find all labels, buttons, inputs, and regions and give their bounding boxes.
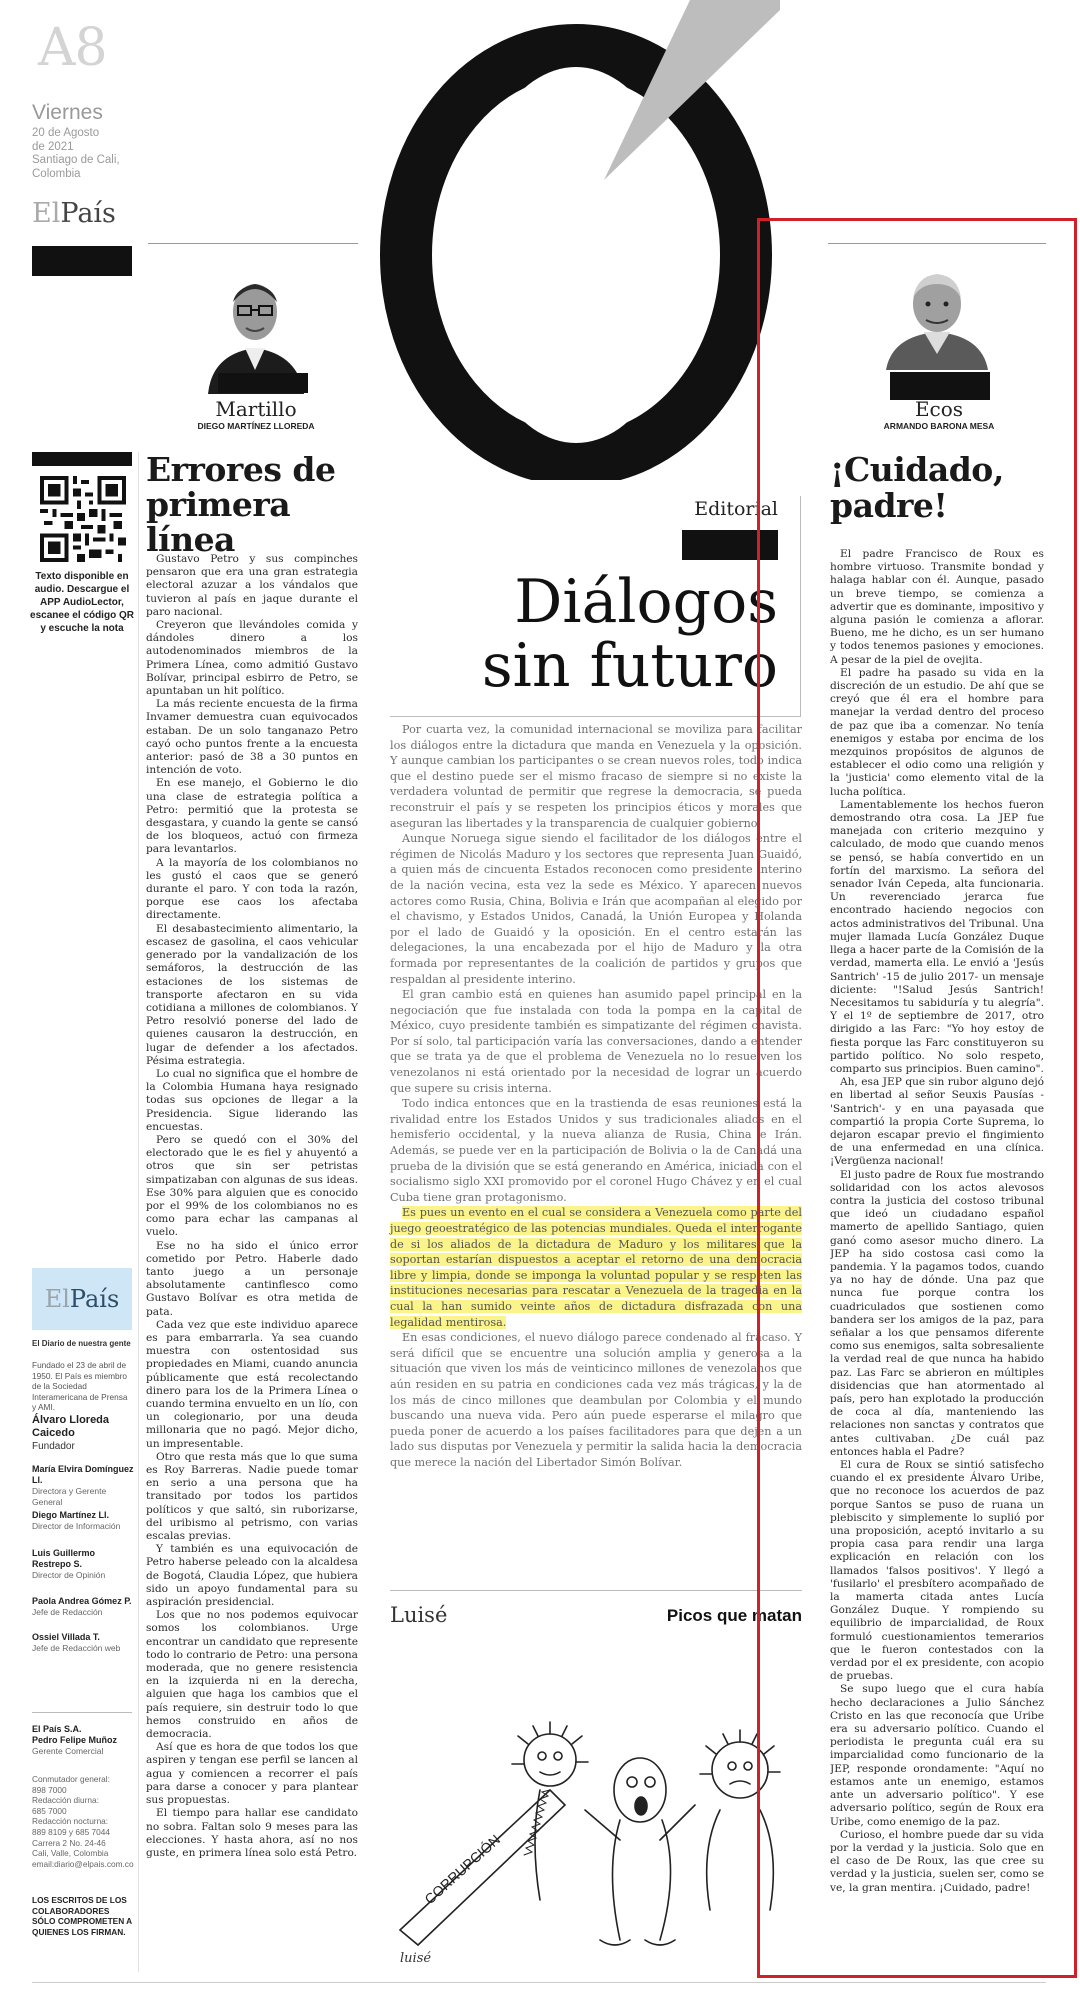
- cartoon-top-rule: [390, 1590, 802, 1591]
- company-name: El País S.A.: [32, 1724, 82, 1734]
- editorial-headline: [420, 567, 778, 701]
- logo-el: El: [32, 198, 61, 229]
- company-block: [32, 1724, 136, 1757]
- contact-line: 898 7000: [32, 1784, 67, 1795]
- masthead-logo: [32, 198, 116, 229]
- contact-email[interactable]: email:diario@elpais.com.co: [32, 1858, 134, 1869]
- contact-line: 685 7000: [32, 1805, 67, 1816]
- martillo-paragraph: El desabastecimiento alimentario, la escasez de gasolina, el caos vehicular generado por la vandalización de los semáforos, la destrucción de las estaciones de los sistemas de transporte afectaron en su vida cotidiana a millones de colombianos. Y Petro resolvió ponerse del lado de quienes causaron la destrucción, en lugar de defender a los afectados. Pésima estrategia.: [146, 922, 358, 1067]
- ecos-paragraph: Curioso, el hombre puede dar su vida por la verdad y la justicia. Solo que en el caso de De Roux, las que cree su verdad y la justicia, suelen ser, como se ve, la gran mentira. ¡Cuidado, padre!: [830, 1828, 1044, 1894]
- cartoon-illustration: [390, 1640, 802, 1970]
- qr-caption-app: AudioLector: [62, 597, 122, 608]
- staff-divider: [32, 1712, 132, 1713]
- ecos-headline-line-1: ¡Cuidado,: [830, 450, 1004, 489]
- cartoon-saw-label: CORRUPCIÓN: [421, 1831, 504, 1908]
- martillo-paragraph: La más reciente encuesta de la firma Invamer demuestra cuan equivocados estaban. De un solo tanganazo Petro cayó ocho puntos frente a la encuesta anterior: pasó de 38 a 30 puntos en intención de voto.: [146, 698, 358, 777]
- martillo-paragraph: El tiempo para hallar ese candidato no sobra. Faltan solo 9 meses para las elecciones. Y hasta ahora, así no nos guste, en primera línea solo está Petro.: [146, 1807, 358, 1859]
- city: Santiago de Cali,: [32, 154, 120, 166]
- info-logo-el: El: [44, 1285, 70, 1313]
- staff-name: Diego Martínez Ll.: [32, 1510, 110, 1520]
- staff-entry: [32, 1464, 136, 1510]
- editorial-paragraph: En esas condiciones, el nuevo diálogo parece condenado al fracaso. Y será difícil que se encuentre una solución amplia y generosa a la situación que viven los más de veinticinco millones de venezolanos que aún residen en su patria en condiciones cada vez más trágicas, y la de los más de cinco millones que deambulan por Colombia y el mundo buscando una nueva vida. Pero aún puede esperarse el milagro que pueda poner de acuerdo a los países facilitadores para que dejen a un lado sus disputas por Venezuela y permitir la salida hacia la democracia que merece la nación del Libertador Simón Bolívar.: [390, 1331, 802, 1469]
- contact-line: Redacción diurna:: [32, 1795, 99, 1806]
- editorial-paragraph: El gran cambio está en quienes han asumido papel principal en la negociación que fue instalada con toda la pompa en la capital de México, cuyo presidente también es simpatizante del régimen chavista. Por sí solo, tal participación varía las conversaciones, dando a entender que se trata ya de que el problema de Venezuela no lo resuelven los venezolanos ni está orientado por la necesidad de lograr un acuerdo que supere su crisis interna.: [390, 988, 802, 1095]
- ecos-paragraph: El padre Francisco de Roux es hombre virtuoso. Transmite bondad y halaga hablar con él. Aunque, pasado un breve tiempo, se comienza a advertir que es dominante, impositivo y alguna pasión le comienza a aflorar. Bueno, me he dicho, es un ser humano y todos tenemos pasiones y emociones. A pesar de la piel de ovejita.: [830, 548, 1044, 666]
- ecos-paragraph: El justo padre de Roux fue mostrando solidaridad con los actos alevosos contra la justicia del costoso tribunal que ideó un ciudadano español mamerto de apellido Santiago, quien ganó como asesor mucho dinero. La JEP ha sido costosa casi como la pandemia. Y la pagamos todos, cuando ya no hay de dónde. Una paz que nunca fue porque contra los cuadriculados que sostienen como bandera ser los amigos de la paz, para señalar a los que pensamos diferente como sus enemigos, salta sobresaliente la verdad real de que nunca ha habido paz. Las Farc se abrieron en múltiples disidencias que han atormentado al país, pero han explotado la producción de coca al día, manteniendo las relaciones non sanctas y contratos que antes cultivaban. ¿De cuál paz entonces habla el Padre?: [830, 1168, 1044, 1458]
- staff-entry: [32, 1548, 136, 1596]
- martillo-paragraph: Lo cual no significa que el hombre de la Colombia Humana haya resignado todas sus opciones de llegar a la Presidencia. Sigue liderando las encuestas.: [146, 1067, 358, 1133]
- contact-line: Redacción nocturna:: [32, 1816, 109, 1827]
- commercial-role: Gerente Comercial: [32, 1746, 104, 1756]
- contact-line: Cali, Valle, Colombia: [32, 1848, 109, 1859]
- masthead-bar: [32, 246, 132, 276]
- cartoon-title: Picos que matan: [666, 1606, 802, 1625]
- staff-role: Directora y Gerente General: [32, 1486, 107, 1507]
- ecos-paragraph: El cura de Roux se sintió satisfecho cuando el ex presidente Álvaro Uribe, que no reconoce los acuerdos de paz porque Santos se puso de ruana un plebiscito y simplemente lo suplió por una proposición, aceptó invitarlo a su propia casa para rendir una larga explicación en relación con los llamados 'falsos positivos'. Y llegó a 'fusilarlo' el presbítero acompañado de la mamerta citada antes Lucía González Duque. Y rompiendo su equilibrio de imparcialidad, de Roux formuló cuestionamientos temerarios que le fueron contestados con la verdad por el ex presidente, con acopio de pruebas.: [830, 1459, 1044, 1683]
- contact-line: Carrera 2 No. 24-46: [32, 1837, 106, 1848]
- info-founded: Fundado el 23 de abril de 1950. El País es miembro de la Sociedad Interamericana de Prensa y AMI.: [32, 1360, 128, 1412]
- commercial-name: Pedro Felipe Muñoz: [32, 1735, 118, 1745]
- staff-role: Director de Opinión: [32, 1570, 106, 1580]
- martillo-paragraph: Gustavo Petro y sus compinches pensaron que era una gran estrategia electoral azuzar a los vándalos que tuvieron al país en jaque durante el paro nacional.: [146, 553, 358, 618]
- martillo-headline-line-1: Errores de: [146, 450, 336, 489]
- contact-block: [32, 1774, 136, 1869]
- contact-line: Conmutador general:: [32, 1774, 110, 1784]
- qr-caption-part-2: , escanee el código QR y escuche la nota: [30, 597, 134, 634]
- ecos-headline-line-2: padre!: [830, 486, 948, 525]
- martillo-paragraph: Pero se quedó con el 30% del electorado que le es fiel y ahuyentó a otros que sin ser petristas simpatizaban con algunas de sus ideas. Ese 30% para alguien que es conocido por el 99% de los colombianos no es como para echar las campanas al vuelo.: [146, 1133, 358, 1239]
- martillo-paragraph: A la mayoría de los colombianos no les gustó el caos que se generó durante el paro. Y con toda la razón, porque ese caos los afectaba directamente.: [146, 856, 358, 922]
- martillo-headline-line-2: primera línea: [146, 485, 291, 559]
- editorial-headline-line-2: sin futuro: [481, 631, 778, 701]
- staff-entry: [32, 1510, 136, 1548]
- martillo-name-bar: [218, 373, 308, 393]
- editorial-label: Editorial: [694, 498, 778, 520]
- martillo-author: DIEGO MARTÍNEZ LLOREDA: [197, 421, 315, 431]
- staff-name: Paola Andrea Gómez P.: [32, 1596, 132, 1606]
- editorial-highlighted-paragraph: [390, 1205, 802, 1330]
- editorial-highlight: Es pues un evento en el cual se considera a Venezuela como parte del juego geoestratégico de las potencias mundiales. Queda el interrogante de si los aliados de la dictadura de Maduro y los militares que la soportan estarían dispuestos a aceptar el retorno de una democracia libre y limpia, donde se imponga la voluntad popular y se respeten las instituciones necesarias para rescatar a Venezuela de la tragedia en la cual la han sumido veinte años de dictadura disfrazada con una legalidad mentirosa.: [390, 1206, 802, 1329]
- column-divider-left: [138, 452, 139, 1972]
- martillo-paragraph: En ese manejo, el Gobierno le dio una clase de estrategia política a Petro: permitió que la protesta se desgastara, y cuando la gente se cansó de los bloqueos, actuó con firmeza para levantarlos.: [146, 777, 358, 856]
- cartoon-artist: Luisé: [390, 1603, 448, 1627]
- martillo-paragraph: Otro que resta más que lo que suma es Roy Barreras. Nadie puede tomar en serio a una persona que ha transitado por todos los partidos políticos y que saltó, sin ruborizarse, del uribismo al petrismo, con varias escalas previas.: [146, 1450, 358, 1543]
- ecos-paragraph: El padre ha pasado su vida en la discreción de un estudio. De ahí que se creyó que él era el hombre para manejar la verdad dentro del proceso de paz que iba a comenzar. No tenía enemigos y estaba por encima de los mezquinos propósitos de algunos de establecer el odio como una religión y la 'justicia' como elemento vital de la lucha política.: [830, 666, 1044, 798]
- martillo-paragraph: Y también es una equivocación de Petro haberse peleado con la alcaldesa de Bogotá, Claudia López, que hubiera sido un apoyo fundamental para su aspiración presidencial.: [146, 1543, 358, 1609]
- qr-caption-part-1: Texto disponible en audio. Descargue el APP: [34, 571, 130, 608]
- top-rule-left: [148, 243, 358, 244]
- qr-code[interactable]: [40, 476, 126, 562]
- qr-code-graphic: [40, 476, 126, 562]
- staff-role: Director de Información: [32, 1521, 121, 1531]
- info-logo-box: [32, 1268, 132, 1330]
- date-line-1: 20 de Agosto: [32, 127, 100, 139]
- martillo-column-name: Martillo: [215, 397, 297, 421]
- ecos-column-name: Ecos: [914, 397, 964, 421]
- staff-name: Luis Guillermo Restrepo S.: [32, 1548, 96, 1569]
- dateline: [32, 127, 120, 181]
- cartoon-signature: luisé: [400, 1951, 432, 1966]
- staff-name: Ossiel Villada T.: [32, 1632, 100, 1642]
- cartoon-drawing: [390, 1640, 802, 1970]
- section-letter-graphic: [360, 0, 810, 480]
- martillo-headline: [146, 452, 378, 557]
- editorial-body: [390, 722, 802, 1471]
- info-logo-pais: País: [69, 1285, 120, 1313]
- qr-top-bar: [32, 452, 132, 466]
- martillo-body: [146, 553, 358, 1973]
- logo-pais: País: [60, 198, 116, 229]
- qr-caption: [30, 570, 134, 635]
- editorial-headline-line-1: Diálogos: [514, 567, 778, 637]
- disclaimer: LOS ESCRITOS DE LOS COLABORADORES SÓLO COMPROMETEN A QUIENES LOS FIRMAN.: [32, 1895, 132, 1937]
- martillo-paragraph: Los que no nos podemos equivocar somos los colombianos. Urge encontrar un candidato que represente todo lo contrario de Petro: una persona moderada, que no genere resistencia en la izquierda ni en la derecha, alguien que haga los cambios que el país requiere, sin destruir todo lo que hemos construido en años de democracia.: [146, 1609, 358, 1741]
- editorial-rule-bottom: [390, 716, 801, 717]
- ecos-paragraph: Lamentablemente los hechos fueron demostrando otra cosa. La JEP fue manejada con criterio mezquino y calculado, de modo que cuando menos se pensó, se había convertido en un fortín del marxismo. La señora del senador Iván Cepeda, alta funcionaria. Un reverenciado jerarca fue encontrado haciendo negocios con actos administrativos del Tribunal. Una mujer llamada Lucía González Duque llega a hacer parte de la Comisión de la verdad, mamerta ella. Le envió a 'Jesús Santrich' -15 de julio 2017- un mensaje diciente: "!Salud Jesús Santrich! Necesitamos tu sabiduría y tu alegría". Y el 1º de septiembre de 2017, otro dirigido a las Farc: "Yo hoy estoy de fiesta porque las Farc constituyeron su partido político. No solo respeto, comparto sus principios. Buen camino".: [830, 798, 1044, 1075]
- editorial-paragraph: Todo indica entonces que en la trastienda de esas reuniones está la rivalidad entre los Estados Unidos y sus tradicionales aliados en el hemisferio occidental, y la nueva alianza de Rusia, China e Irán. Además, se puede ver en la participación de Bolivia o la de Canadá una prueba de la división que se está generando en América, iniciada con el socialismo siglo XXI promovido por el coronel Hugo Chávez y en el cual Cuba tiene gran protagonismo.: [390, 1097, 802, 1204]
- martillo-paragraph: Creyeron que llevándoles comida y dándoles dinero a los autodenominados miembros de la Primera Línea, como admitió Gustavo Bolívar, principal esbirro de Petro, se apuntaban un hit político.: [146, 619, 358, 698]
- ecos-author: ARMANDO BARONA MESA: [883, 421, 995, 431]
- staff-entry: [32, 1632, 136, 1666]
- ecos-paragraph: Se supo luego que el cura había hecho declaraciones a Julio Sánchez Cristo en las que reconocía que Uribe era su adversario político. Cuando el periodista le pregunta cuál era su imparcialidad como funcionario de la JEP, responde orondamente: "Aquí no estamos ante un enemigo, estamos ante un adversario político". Y ese adversario político, según de Roux era Uribe, como enemigo de la paz.: [830, 1683, 1044, 1828]
- weekday: Viernes: [32, 101, 103, 124]
- martillo-paragraph: Así que es hora de que todos los que aspiren y tengan ese perfil se lancen al agua y comiencen a recorrer el país para darse a conocer y para plantear sus propuestas.: [146, 1741, 358, 1807]
- founder-name: Álvaro Lloreda Caicedo: [32, 1414, 110, 1439]
- contact-line: 889 8109 y 685 7044: [32, 1826, 110, 1837]
- martillo-paragraph: Ese no ha sido el único error cometido por Petro. Haberle dado tanto juego a un personaje absolutamente cantinflesco como Gustavo Bolívar es otra metida de pata.: [146, 1239, 358, 1318]
- staff-name: María Elvira Domínguez Ll.: [32, 1464, 134, 1485]
- section-letter: [360, 0, 810, 480]
- info-tagline: El Diario de nuestra gente: [32, 1339, 131, 1348]
- ecos-paragraph: Ah, esa JEP que sin rubor alguno dejó en libertad al señor Seuxis Pausías -'Santrich'- y en una payasada que compartió la propia Corte Suprema, lo dejaron escapar previo el fingimiento de una enfermedad en una clínica. ¡Vergüenza nacional!: [830, 1076, 1044, 1168]
- page-number: A8: [38, 18, 107, 78]
- selection-frame: [757, 218, 1077, 1978]
- editorial-paragraph: Por cuarta vez, la comunidad internacional se moviliza para facilitar los diálogos entre la dictadura que manda en Venezuela y la oposición. Y aunque cambian los participantes o se crean nuevos roles, todo indica que el destino puede ser el mismo fracaso de siempre si no existe la verdadera voluntad de permitir que regrese la democracia, se pueda reconstruir el país y se respeten los principios éticos y morales que aseguran las libertades y la transparencia de cualquier gobierno.: [390, 723, 802, 830]
- founder-role: Fundador: [32, 1441, 75, 1452]
- staff-entry: [32, 1596, 136, 1632]
- staff-list: [32, 1464, 136, 1666]
- editorial-paragraph: Aunque Noruega sigue siendo el facilitador de los diálogos entre el régimen de Nicolás Maduro y los sectores que representa Juan Guaidó, a quien más de cincuenta Estados reconocen como presidente interino de la nación vecina, esta vez la sede es México. Y aparecen nuevos actores como Rusia, China, Bolivia e Irán que acompañan al elegido por el chavismo, y Estados Unidos, Canadá, la Unión Europea y Holanda por el lado de Guaidó y la oposición. En el centro estarán las delegaciones, la una encabezada por el hijo de Maduro y la otra formada por representantes de la coalición de partidos y grupos que respaldan al presidente interino.: [390, 832, 802, 986]
- country: Colombia: [32, 167, 81, 180]
- martillo-paragraph: Cada vez que este individuo aparece es para embarrarla. Ya sea cuando muestra con ostentosidad sus propiedades en Miami, cuando anuncia públicamente que está recolectando dinero para los de la Primera Línea o cuando termina envuelto en un lío, con un colegionario, por una deuda millonaria que no pagó. Mejor dicho, un impresentable.: [146, 1318, 358, 1450]
- date-line-2: de 2021: [32, 140, 74, 153]
- staff-role: Jefe de Redacción: [32, 1607, 103, 1617]
- page-bottom-rule: [32, 1982, 1046, 1983]
- staff-role: Jefe de Redacción web: [32, 1643, 121, 1653]
